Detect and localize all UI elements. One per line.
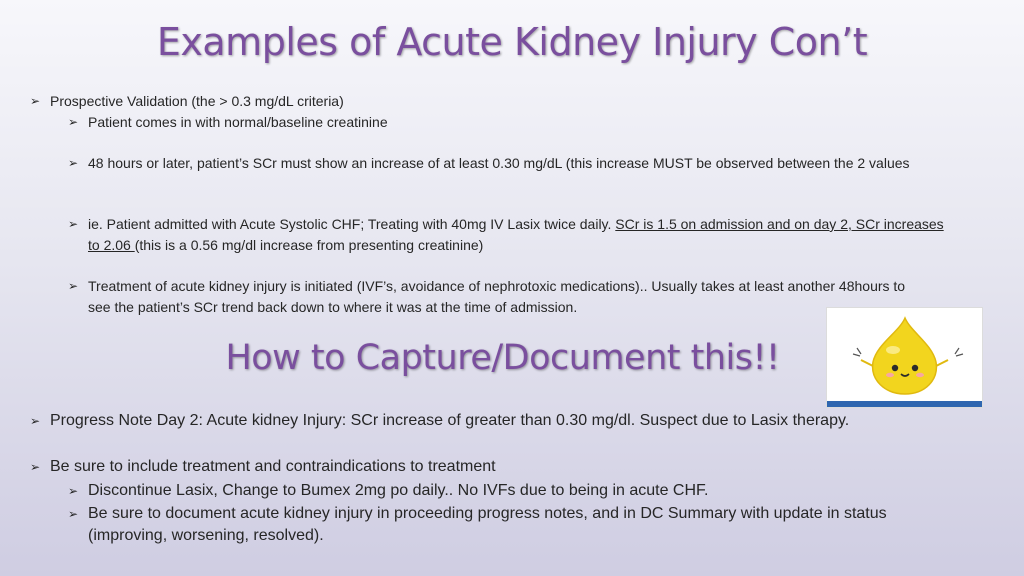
bullet-text: Be sure to include treatment and contraindications to treatment xyxy=(50,458,496,475)
arrow-bullet-icon: ➢ xyxy=(68,484,79,498)
arrow-bullet-icon: ➢ xyxy=(68,507,79,521)
bullet-include-treatment xyxy=(30,456,990,478)
bullet-text: 48 hours or later, patient’s SCr must show an increase of at least 0.30 mg/dL (this increase MUST be observed between the 2 values xyxy=(88,155,910,171)
bullet-text: Treatment of acute kidney injury is initiated (IVF’s, avoidance of nephrotoxic medications).. Usually takes at least another 48hours to see the patient’s SCr trend back down to where it was at the time of admission. xyxy=(88,278,906,315)
bullet-text xyxy=(88,214,958,256)
bullet-text: Be sure to document acute kidney injury in proceeding progress notes, and in DC Summary with update in status (improving, worsening, resolved). xyxy=(88,505,887,544)
bullet-text: Patient comes in with normal/baseline creatinine xyxy=(88,114,388,130)
slide-title: Examples of Acute Kidney Injury Con’t xyxy=(156,20,868,64)
bullet-progress-note xyxy=(30,410,990,432)
arrow-bullet-icon: ➢ xyxy=(68,156,79,170)
bullet-48-hours xyxy=(68,153,958,174)
bullet-text: Discontinue Lasix, Change to Bumex 2mg po daily.. No IVFs due to being in acute CHF. xyxy=(88,482,709,499)
bullet-discontinue-lasix xyxy=(68,480,968,502)
arrow-bullet-icon: ➢ xyxy=(68,115,79,129)
bullet-document-aki xyxy=(68,503,968,547)
arrow-bullet-icon: ➢ xyxy=(68,279,79,293)
bullet-text-plain: (this is a 0.56 mg/dl increase from presenting creatinine) xyxy=(134,237,484,253)
bullet-prospective-validation xyxy=(30,91,930,112)
image-footer-bar xyxy=(827,401,982,407)
bullet-text: Progress Note Day 2: Acute kidney Injury: SCr increase of greater than 0.30 mg/dl. Suspect due to Lasix therapy. xyxy=(50,412,850,429)
arrow-bullet-icon: ➢ xyxy=(68,217,79,231)
arrow-bullet-icon: ➢ xyxy=(30,460,41,474)
bullet-text-plain: ie. Patient admitted with Acute Systolic CHF; Treating with 40mg IV Lasix twice daily. xyxy=(88,216,616,232)
arrow-bullet-icon: ➢ xyxy=(30,414,41,428)
underlined-scr-values: SCr is 1.5 on admission and on day 2, SCr increases to 2.06 xyxy=(88,216,944,253)
bullet-example-patient xyxy=(68,214,958,256)
bullet-text: Prospective Validation (the > 0.3 mg/dL criteria) xyxy=(50,93,344,109)
section-heading: How to Capture/Document this!! xyxy=(225,338,780,378)
bullet-baseline-creatinine xyxy=(68,112,948,133)
bullet-treatment-initiated xyxy=(68,276,928,318)
arrow-bullet-icon: ➢ xyxy=(30,94,41,108)
